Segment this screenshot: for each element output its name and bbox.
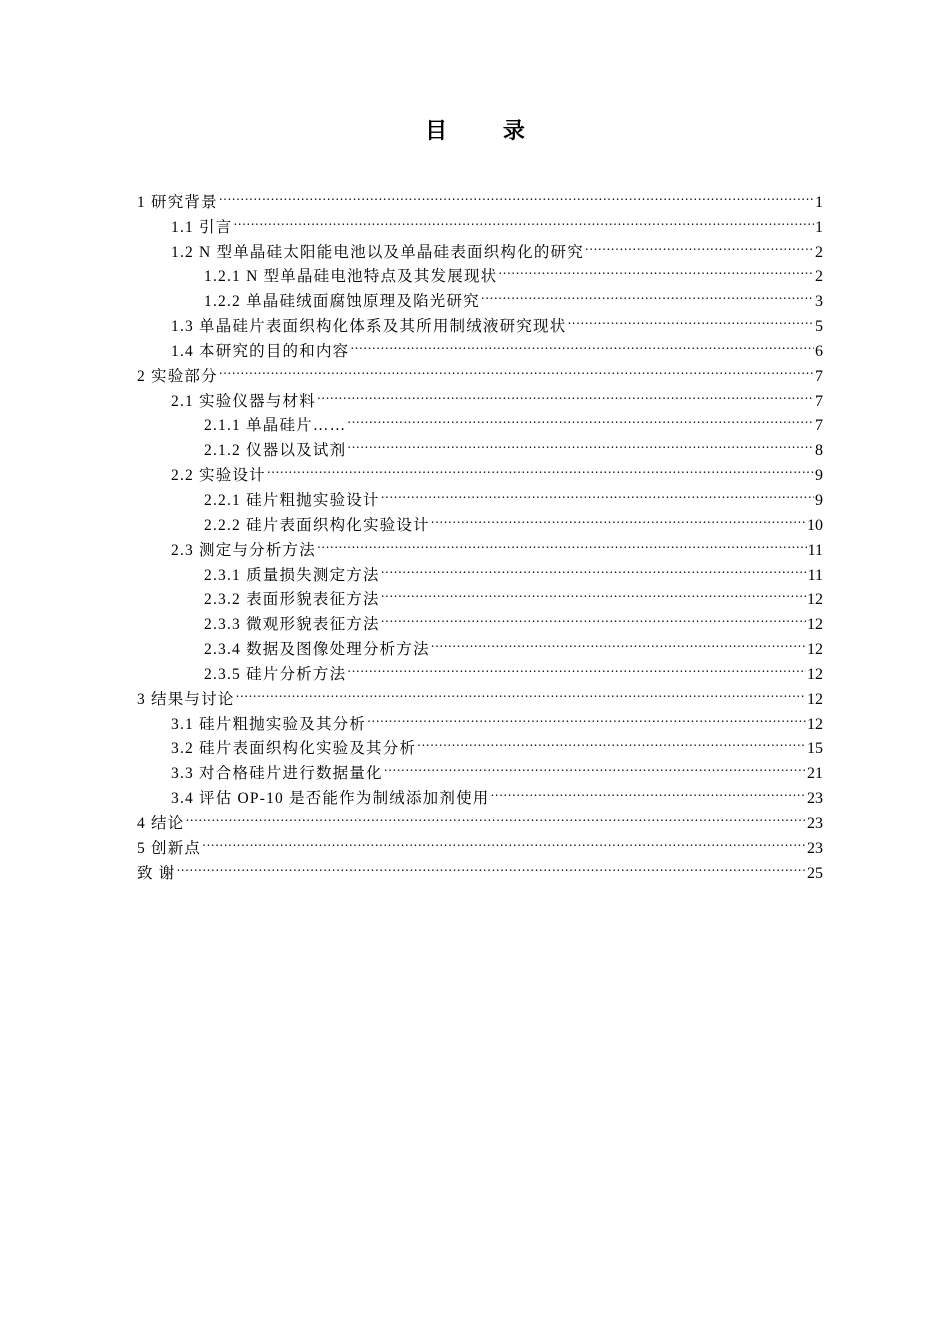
toc-entry-page: 1	[815, 218, 823, 236]
toc-leader-dots	[381, 480, 814, 505]
toc-entry-label: 1.1 引言	[171, 218, 233, 236]
toc-entry-label: 4 结论	[137, 814, 185, 832]
toc-entry-page: 9	[815, 467, 823, 485]
toc-entry-page: 23	[807, 790, 823, 808]
toc-entry[interactable]	[137, 853, 823, 882]
table-of-contents	[137, 182, 823, 882]
toc-entry-label: 2.2 实验设计	[171, 467, 266, 485]
toc-entry-label: 3.3 对合格硅片进行数据量化	[171, 765, 383, 783]
toc-entry-label: 1.2.1 N 型单晶硅电池特点及其发展现状	[204, 268, 498, 286]
toc-leader-dots	[381, 604, 806, 629]
toc-entry-page: 21	[807, 765, 823, 783]
toc-entry-label: 1.3 单晶硅片表面织构化体系及其所用制绒液研究现状	[171, 318, 567, 336]
toc-entry-label: 2 实验部分	[137, 367, 218, 385]
toc-entry-page: 2	[815, 243, 823, 261]
toc-leader-dots	[567, 306, 814, 331]
toc-leader-dots	[317, 530, 807, 555]
toc-entry[interactable]	[137, 207, 823, 236]
toc-leader-dots	[381, 555, 807, 580]
toc-entry-page: 23	[807, 839, 823, 857]
toc-entry-page: 5	[815, 318, 823, 336]
toc-leader-dots	[431, 629, 806, 654]
toc-entry-label: 2.3.2 表面形貌表征方法	[204, 591, 380, 609]
toc-leader-dots	[585, 232, 814, 257]
toc-entry-page: 7	[815, 367, 823, 385]
toc-entry-page: 11	[807, 566, 823, 584]
toc-entry-label: 5 创新点	[137, 839, 202, 857]
toc-entry-page: 7	[815, 392, 823, 410]
toc-leader-dots	[236, 679, 806, 704]
toc-entry-page: 12	[807, 641, 823, 659]
toc-entry-label: 3 结果与讨论	[137, 690, 235, 708]
toc-leader-dots	[498, 257, 814, 282]
toc-leader-dots	[347, 406, 814, 431]
toc-entry-label: 3.1 硅片粗抛实验及其分析	[171, 715, 367, 733]
toc-entry-page: 12	[807, 715, 823, 733]
toc-leader-dots	[202, 828, 806, 853]
toc-entry-page: 12	[807, 690, 823, 708]
toc-leader-dots	[384, 753, 806, 778]
toc-entry[interactable]	[137, 356, 823, 385]
toc-entry-page: 8	[815, 442, 823, 460]
toc-entry-page: 10	[807, 516, 823, 534]
toc-entry[interactable]	[137, 828, 823, 857]
toc-entry-page: 23	[807, 814, 823, 832]
toc-leader-dots	[431, 505, 806, 530]
toc-entry-label: 1.2 N 型单晶硅太阳能电池以及单晶硅表面织构化的研究	[171, 243, 584, 261]
toc-entry[interactable]	[137, 679, 823, 708]
toc-entry[interactable]	[137, 182, 823, 211]
toc-entry-page: 1	[815, 193, 823, 211]
toc-entry-page: 2	[815, 268, 823, 286]
toc-entry[interactable]	[137, 803, 823, 832]
toc-leader-dots	[490, 778, 806, 803]
toc-leader-dots	[176, 853, 806, 878]
toc-entry-label: 2.1 实验仪器与材料	[171, 392, 316, 410]
toc-entry-page: 12	[807, 665, 823, 683]
toc-entry-label: 3.4 评估 OP-10 是否能作为制绒添加剂使用	[171, 790, 490, 808]
toc-leader-dots	[267, 455, 814, 480]
toc-entry-page: 7	[815, 417, 823, 435]
toc-entry-label: 1 研究背景	[137, 193, 218, 211]
toc-entry-label: 2.1.1 单晶硅片……	[204, 417, 347, 435]
toc-entry-label: 致 谢	[137, 864, 176, 882]
toc-leader-dots	[367, 704, 806, 729]
toc-leader-dots	[350, 331, 814, 356]
toc-entry-label: 2.3.1 质量损失测定方法	[204, 566, 380, 584]
toc-leader-dots	[317, 381, 814, 406]
toc-leader-dots	[417, 729, 806, 754]
toc-entry-label: 2.1.2 仪器以及试剂	[204, 442, 347, 460]
toc-leader-dots	[347, 430, 814, 455]
toc-entry-page: 15	[807, 740, 823, 758]
toc-leader-dots	[185, 803, 806, 828]
toc-leader-dots	[381, 580, 806, 605]
toc-entry-page: 11	[807, 541, 823, 559]
toc-entry-page: 9	[815, 491, 823, 509]
toc-entry-label: 3.2 硅片表面织构化实验及其分析	[171, 740, 417, 758]
page-title: 目 录	[425, 118, 549, 144]
toc-entry-label: 1.4 本研究的目的和内容	[171, 342, 350, 360]
toc-entry-page: 25	[807, 864, 823, 882]
toc-entry-label: 2.2.1 硅片粗抛实验设计	[204, 491, 380, 509]
toc-leader-dots	[233, 207, 814, 232]
toc-entry[interactable]	[137, 381, 823, 410]
toc-entry-page: 3	[815, 293, 823, 311]
toc-entry-label: 2.2.2 硅片表面织构化实验设计	[204, 516, 430, 534]
toc-entry[interactable]	[137, 704, 823, 733]
toc-entry-label: 2.3.4 数据及图像处理分析方法	[204, 641, 430, 659]
toc-entry-label: 2.3 测定与分析方法	[171, 541, 316, 559]
toc-entry-label: 2.3.3 微观形貌表征方法	[204, 616, 380, 634]
toc-entry-page: 12	[807, 591, 823, 609]
toc-leader-dots	[219, 356, 814, 381]
toc-entry[interactable]	[137, 232, 823, 261]
toc-leader-dots	[347, 654, 806, 679]
toc-entry-page: 6	[815, 342, 823, 360]
toc-entry-label: 2.3.5 硅片分析方法	[204, 665, 347, 683]
toc-leader-dots	[481, 281, 814, 306]
toc-entry-label: 1.2.2 单晶硅绒面腐蚀原理及陷光研究	[204, 293, 480, 311]
toc-entry-page: 12	[807, 616, 823, 634]
toc-leader-dots	[219, 182, 814, 207]
